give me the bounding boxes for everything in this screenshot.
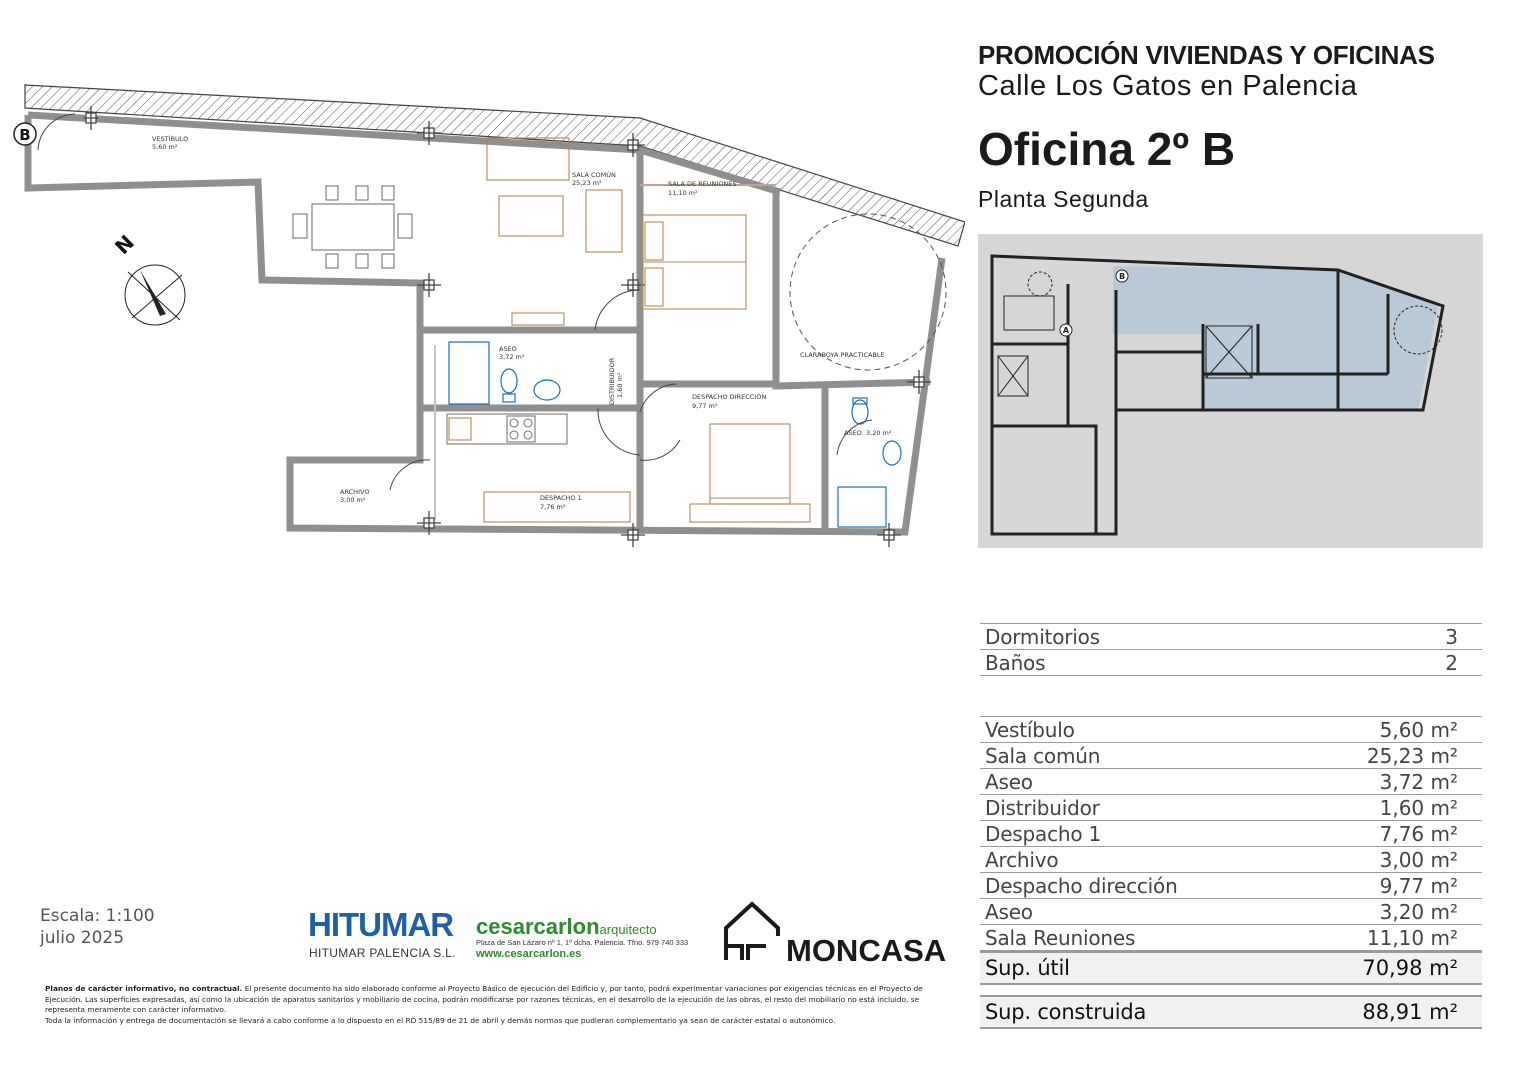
summary-label: Baños	[985, 651, 1046, 675]
moncasa-house-icon	[722, 900, 784, 962]
area-value: 25,23 m²	[1366, 744, 1458, 768]
area-value: 9,77 m²	[1379, 874, 1458, 898]
scale-label: Escala: 1:100	[40, 906, 155, 926]
room-archivo-area: 3,00 m²	[340, 496, 366, 504]
summary-value: 3	[1445, 625, 1458, 649]
legal-disclaimer	[45, 984, 955, 1026]
bath-fixtures	[449, 342, 901, 527]
area-row	[980, 873, 1482, 899]
area-value: 11,10 m²	[1366, 926, 1458, 950]
room-sala-name: SALA COMÚN	[572, 171, 616, 179]
cesarcarlon-address: Plaza de San Lázaro nº 1, 1º dcha. Palencia. Tfno. 979 740 333	[476, 938, 689, 947]
cesarcarlon-web: www.cesarcarlon.es	[476, 948, 582, 960]
date-label: julio 2025	[40, 928, 125, 948]
key-marker-b: B	[1118, 272, 1126, 281]
area-value: 3,20 m²	[1379, 900, 1458, 924]
area-row	[980, 716, 1482, 743]
hitumar-logo: HITUMAR	[308, 906, 454, 943]
summary-label: Dormitorios	[985, 625, 1100, 649]
area-label: Despacho dirección	[985, 874, 1178, 898]
room-despacho1-area: 7,76 m²	[540, 503, 566, 511]
area-value: 7,76 m²	[1379, 822, 1458, 846]
summary-row	[980, 623, 1482, 650]
skylight	[790, 214, 946, 370]
room-sala-area: 25,23 m²	[572, 179, 602, 187]
area-label: Despacho 1	[985, 822, 1102, 846]
room-aseo1-name: ASEO	[499, 345, 517, 353]
disclaimer-text: El presente documento ha sido elaborado conforme al Proyecto Básico de ejecución del Edificio y, por tanto, podrá experimentar variaciones por exigencias técnicas en el Proyecto de Ejecución. Las superficies expresadas, así como la ubicación de aparatos sanitarios y mobiliario de cocina, podrán modificarse por razones técnicas, en el desarrollo de la ejecución de las obras, el resto del mobiliario no está incluido, se representa meramente con carácter informativo.	[45, 984, 923, 1014]
moncasa-logo: MONCASA	[786, 933, 947, 968]
floor-plan	[0, 0, 965, 560]
area-value: 3,72 m²	[1379, 770, 1458, 794]
facade-hatch	[25, 85, 965, 246]
room-aseo2-area: 3,20 m²	[866, 429, 892, 437]
useful-area-row	[980, 951, 1482, 985]
area-row	[980, 795, 1482, 821]
area-row	[980, 821, 1482, 847]
area-label: Archivo	[985, 848, 1059, 872]
area-value: 3,00 m²	[1379, 848, 1458, 872]
built-area-value: 88,91 m²	[1362, 1000, 1458, 1024]
room-distribuidor-area: 1,60 m²	[616, 372, 624, 398]
area-label: Vestíbulo	[985, 718, 1075, 742]
built-area-label: Sup. construida	[985, 1000, 1147, 1024]
area-label: Sala común	[985, 744, 1101, 768]
summary-value: 2	[1445, 651, 1458, 675]
street-subtitle: Calle Los Gatos en Palencia	[978, 70, 1358, 102]
room-direccion-name: DESPACHO DIRECCIÓN	[692, 393, 767, 401]
key-marker-a: A	[1062, 326, 1070, 335]
key-plan-drawing	[978, 234, 1483, 548]
room-vestibulo-name: VESTÍBULO	[152, 135, 189, 143]
area-label: Distribuidor	[985, 796, 1100, 820]
room-archivo-name: ARCHIVO	[340, 488, 370, 496]
unit-title: Oficina 2º B	[978, 123, 1236, 175]
promotion-title: PROMOCIÓN VIVIENDAS Y OFICINAS	[978, 40, 1435, 70]
area-label: Aseo	[985, 770, 1033, 794]
area-row	[980, 925, 1482, 951]
areas-table	[980, 716, 1482, 1029]
room-distribuidor-name: DISTRIBUIDOR	[608, 357, 616, 405]
area-label: Sala Reuniones	[985, 926, 1136, 950]
area-row	[980, 847, 1482, 873]
north-arrow	[110, 230, 185, 325]
entrance-marker-label: B	[19, 126, 31, 144]
room-direccion-area: 9,77 m²	[692, 402, 718, 410]
room-aseo2-name: ASEO	[844, 429, 862, 437]
room-aseo1-area: 3,72 m²	[499, 353, 525, 361]
room-claraboya-name: CLARABOYA PRACTICABLE	[800, 351, 885, 359]
room-vestibulo-area: 5,60 m²	[152, 143, 178, 151]
key-plan	[978, 234, 1483, 548]
room-reuniones-name: SALA DE REUNIONES	[668, 180, 737, 188]
rooms-summary-table	[980, 623, 1482, 676]
useful-area-value: 70,98 m²	[1362, 956, 1458, 980]
area-value: 1,60 m²	[1379, 796, 1458, 820]
summary-row	[980, 650, 1482, 676]
disclaimer-bold: Planos de carácter informativo, no contractual.	[45, 984, 243, 993]
hitumar-company: HITUMAR PALENCIA S.L.	[309, 946, 456, 960]
area-row	[980, 769, 1482, 795]
room-reuniones-area: 11,10 m²	[668, 189, 698, 197]
area-label: Aseo	[985, 900, 1033, 924]
built-area-row	[980, 995, 1482, 1029]
disclaimer-text-2: Toda la información y entrega de documentación se llevará a cabo conforme a lo dispuesto en el RD 515/89 de 21 de abril y demás normas que pudieran complementario ya sean de carácter estatal o autonómico.	[45, 1015, 836, 1025]
floor-label: Planta Segunda	[978, 186, 1149, 212]
useful-area-label: Sup. útil	[985, 956, 1070, 980]
north-label: N	[110, 230, 139, 260]
room-despacho1-name: DESPACHO 1	[540, 494, 582, 502]
area-row	[980, 743, 1482, 769]
cesarcarlon-logo	[476, 914, 657, 940]
cesarcarlon-logo-sub: arquitecto	[599, 922, 657, 937]
wall-inner	[435, 185, 776, 520]
cesarcarlon-logo-main: cesarcarlon	[476, 914, 600, 939]
area-value: 5,60 m²	[1379, 718, 1458, 742]
area-row	[980, 899, 1482, 925]
